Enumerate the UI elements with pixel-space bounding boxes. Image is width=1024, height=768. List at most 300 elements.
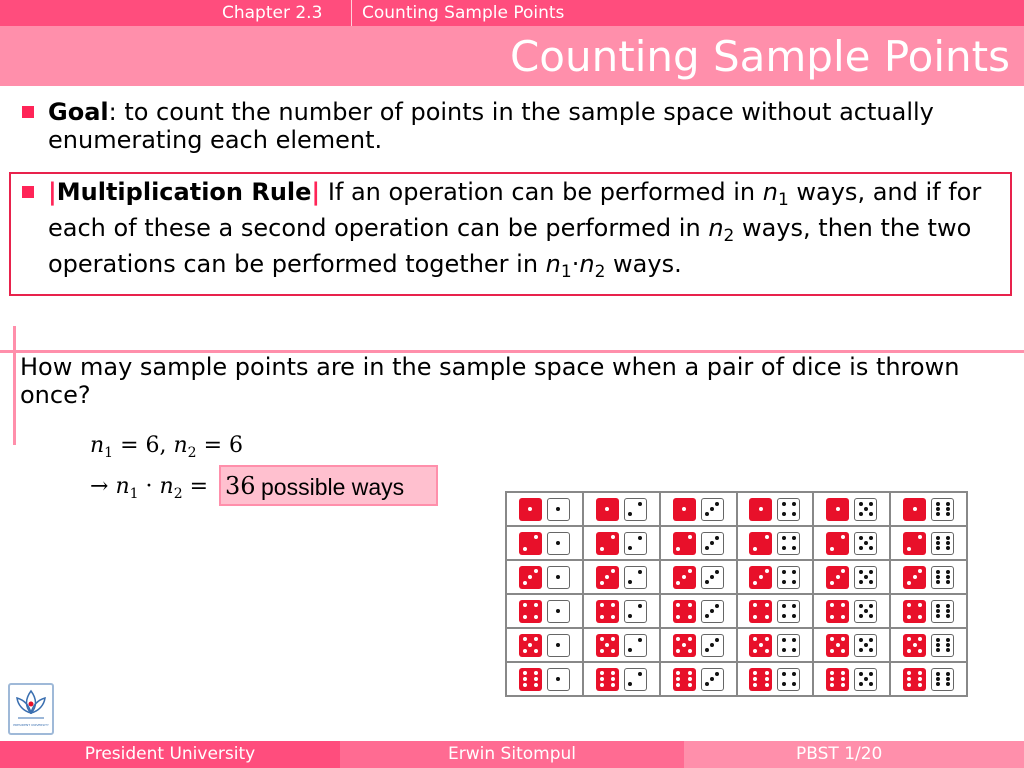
white-die-icon [854, 600, 877, 623]
die-pip [859, 536, 863, 540]
math-text: = 6, [113, 433, 174, 458]
die-pip [946, 604, 950, 608]
die-pip [638, 672, 642, 676]
die-pip [705, 682, 709, 686]
die-pip [710, 677, 714, 681]
die-pip [534, 615, 538, 619]
die-pip [792, 580, 796, 584]
red-die-icon [903, 600, 926, 623]
die-pip [715, 638, 719, 642]
goal-paragraph [48, 98, 1008, 154]
die-pip [946, 672, 950, 676]
die-pip [753, 603, 757, 607]
die-pip [611, 671, 615, 675]
die-pip [859, 672, 863, 676]
bullet-square-icon [22, 106, 34, 118]
die-pip [864, 541, 868, 545]
die-pip [792, 536, 796, 540]
die-pip [936, 580, 940, 584]
dice-outcome-cell [660, 492, 737, 526]
math-sub: 2 [173, 486, 183, 502]
red-die-icon [673, 668, 696, 691]
die-pip [705, 512, 709, 516]
die-pip [534, 677, 538, 681]
answer-box [219, 465, 438, 506]
red-die-icon [519, 634, 542, 657]
rule-text: ways, and if for each of these a second operation can be performed in [48, 178, 982, 242]
die-pip [556, 541, 560, 545]
die-pip [830, 603, 834, 607]
dice-outcome-cell [737, 492, 814, 526]
die-pip [936, 575, 940, 579]
red-die-icon [903, 532, 926, 555]
dice-outcome-cell [583, 594, 660, 628]
dice-outcome-cell [660, 526, 737, 560]
die-pip [907, 671, 911, 675]
die-pip [556, 643, 560, 647]
die-pip [841, 569, 845, 573]
red-die-icon [596, 566, 619, 589]
die-pip [628, 682, 632, 686]
die-pip [676, 581, 680, 585]
die-pip [705, 614, 709, 618]
die-pip [688, 535, 692, 539]
die-pip [523, 677, 527, 681]
die-pip [946, 677, 950, 681]
die-pip [946, 580, 950, 584]
white-die-icon [931, 600, 954, 623]
dice-outcome-cell [813, 594, 890, 628]
die-pip [534, 637, 538, 641]
die-pip [907, 603, 911, 607]
die-pip [907, 581, 911, 585]
die-pip [946, 614, 950, 618]
dice-outcome-cell [890, 662, 967, 696]
red-die-icon [749, 634, 772, 657]
die-pip [946, 643, 950, 647]
white-die-icon [624, 634, 647, 657]
dice-outcome-cell [813, 560, 890, 594]
die-pip [688, 569, 692, 573]
red-die-icon [519, 498, 542, 521]
die-pip [859, 614, 863, 618]
die-pip [534, 569, 538, 573]
red-die-icon [903, 634, 926, 657]
die-pip [753, 649, 757, 653]
die-pip [753, 677, 757, 681]
red-die-icon [903, 668, 926, 691]
die-pip [869, 672, 873, 676]
red-die-icon [519, 668, 542, 691]
die-pip [556, 609, 560, 613]
die-pip [936, 638, 940, 642]
die-pip [600, 677, 604, 681]
die-pip [841, 683, 845, 687]
white-die-icon [854, 532, 877, 555]
die-pip [710, 507, 714, 511]
die-pip [830, 683, 834, 687]
die-pip [936, 672, 940, 676]
white-die-icon [854, 634, 877, 657]
answer-value: 36 [225, 472, 256, 500]
red-die-icon [519, 566, 542, 589]
decor-vertical-line [13, 326, 16, 445]
die-pip [918, 683, 922, 687]
dice-outcome-cell [660, 560, 737, 594]
die-pip [534, 603, 538, 607]
die-pip [759, 507, 763, 511]
die-pip [638, 638, 642, 642]
die-pip [523, 637, 527, 641]
die-pip [611, 615, 615, 619]
white-die-icon [624, 668, 647, 691]
red-die-icon [903, 566, 926, 589]
die-pip [638, 536, 642, 540]
die-pip [638, 502, 642, 506]
die-pip [600, 581, 604, 585]
die-pip [830, 615, 834, 619]
die-pip [869, 502, 873, 506]
white-die-icon [931, 532, 954, 555]
die-pip [556, 507, 560, 511]
die-pip [753, 637, 757, 641]
die-pip [600, 603, 604, 607]
die-pip [556, 575, 560, 579]
white-die-icon [547, 566, 570, 589]
die-pip [765, 535, 769, 539]
die-pip [946, 512, 950, 516]
die-pip [918, 649, 922, 653]
die-pip [936, 502, 940, 506]
die-pip [715, 570, 719, 574]
die-pip [782, 536, 786, 540]
answer-unit: possible ways [261, 474, 405, 500]
die-pip [765, 615, 769, 619]
die-pip [869, 638, 873, 642]
footer-author: Erwin Sitompul [340, 741, 684, 768]
die-pip [836, 643, 840, 647]
white-die-icon [701, 566, 724, 589]
die-pip [753, 615, 757, 619]
die-pip [841, 677, 845, 681]
die-pip [682, 507, 686, 511]
die-pip [869, 648, 873, 652]
rule-paragraph [48, 178, 998, 286]
die-pip [907, 637, 911, 641]
die-pip [710, 575, 714, 579]
die-pip [907, 615, 911, 619]
die-pip [792, 604, 796, 608]
die-pip [534, 535, 538, 539]
die-pip [946, 648, 950, 652]
die-pip [710, 541, 714, 545]
rule-label: Multiplication Rule [56, 178, 312, 206]
footer-institution: President University [0, 741, 340, 768]
die-pip [523, 671, 527, 675]
dice-outcome-cell [737, 662, 814, 696]
die-pip [759, 575, 763, 579]
dice-outcome-cell [583, 492, 660, 526]
rule-var: n [762, 178, 778, 206]
rule-sub: 1 [560, 262, 572, 282]
math-var: n [173, 433, 188, 458]
die-pip [913, 575, 917, 579]
die-pip [841, 671, 845, 675]
question-text: How may sample points are in the sample space when a pair of dice is thrown once? [20, 353, 960, 409]
white-die-icon [547, 532, 570, 555]
die-pip [836, 507, 840, 511]
die-pip [918, 615, 922, 619]
die-pip [688, 649, 692, 653]
die-pip [859, 648, 863, 652]
red-die-icon [596, 634, 619, 657]
die-pip [611, 535, 615, 539]
die-pip [830, 581, 834, 585]
die-pip [600, 615, 604, 619]
dice-outcome-cell [737, 560, 814, 594]
red-die-icon [903, 498, 926, 521]
die-pip [859, 512, 863, 516]
die-pip [628, 580, 632, 584]
header-divider [351, 0, 352, 26]
die-pip [523, 581, 527, 585]
dice-outcome-cell [737, 628, 814, 662]
dice-outcome-cell [890, 526, 967, 560]
die-pip [705, 648, 709, 652]
rule-text: ways. [605, 250, 682, 278]
die-pip [534, 649, 538, 653]
red-die-icon [749, 668, 772, 691]
dice-outcome-cell [506, 628, 583, 662]
die-pip [907, 683, 911, 687]
die-pip [753, 581, 757, 585]
die-pip [869, 546, 873, 550]
die-pip [605, 643, 609, 647]
die-pip [836, 575, 840, 579]
die-pip [676, 603, 680, 607]
red-die-icon [596, 668, 619, 691]
white-die-icon [547, 498, 570, 521]
math-sub: 2 [187, 445, 197, 461]
dice-outcome-cell [890, 628, 967, 662]
die-pip [864, 507, 868, 511]
die-pip [907, 677, 911, 681]
die-pip [600, 637, 604, 641]
dice-outcome-cell [583, 628, 660, 662]
die-pip [688, 671, 692, 675]
die-pip [946, 536, 950, 540]
rule-bar-right: | [311, 178, 321, 206]
die-pip [792, 682, 796, 686]
dice-outcome-cell [737, 526, 814, 560]
die-pip [792, 512, 796, 516]
die-pip [792, 570, 796, 574]
rule-sub: 2 [594, 262, 606, 282]
die-pip [688, 615, 692, 619]
die-pip [936, 536, 940, 540]
dice-outcome-cell [890, 560, 967, 594]
white-die-icon [547, 634, 570, 657]
white-die-icon [854, 566, 877, 589]
die-pip [830, 671, 834, 675]
die-pip [710, 609, 714, 613]
rule-var: n [579, 250, 595, 278]
die-pip [859, 546, 863, 550]
die-pip [936, 609, 940, 613]
red-die-icon [749, 566, 772, 589]
die-pip [753, 683, 757, 687]
red-die-icon [749, 600, 772, 623]
red-die-icon [596, 532, 619, 555]
red-die-icon [673, 498, 696, 521]
die-pip [936, 546, 940, 550]
dice-outcome-cell [506, 526, 583, 560]
die-pip [841, 649, 845, 653]
die-pip [782, 648, 786, 652]
red-die-icon [826, 668, 849, 691]
die-pip [864, 677, 868, 681]
die-pip [936, 614, 940, 618]
math-var: n [90, 433, 105, 458]
die-pip [859, 638, 863, 642]
dice-outcome-cell [813, 526, 890, 560]
die-pip [830, 547, 834, 551]
die-pip [841, 535, 845, 539]
red-die-icon [673, 634, 696, 657]
die-pip [792, 614, 796, 618]
dice-outcome-table [505, 491, 968, 697]
die-pip [869, 570, 873, 574]
die-pip [782, 604, 786, 608]
arrow-icon: → [90, 474, 116, 499]
section-label: Counting Sample Points [362, 3, 565, 23]
white-die-icon [777, 600, 800, 623]
die-pip [936, 604, 940, 608]
die-pip [830, 649, 834, 653]
die-pip [859, 580, 863, 584]
white-die-icon [854, 668, 877, 691]
die-pip [946, 502, 950, 506]
red-die-icon [673, 566, 696, 589]
dice-outcome-cell [506, 492, 583, 526]
die-pip [792, 638, 796, 642]
white-die-icon [777, 634, 800, 657]
white-die-icon [931, 668, 954, 691]
die-pip [523, 683, 527, 687]
die-pip [600, 547, 604, 551]
die-pip [841, 637, 845, 641]
rule-var: n [545, 250, 561, 278]
die-pip [523, 649, 527, 653]
die-pip [600, 683, 604, 687]
rule-var: n [708, 214, 724, 242]
die-pip [859, 604, 863, 608]
red-die-icon [826, 566, 849, 589]
die-pip [946, 609, 950, 613]
die-pip [628, 512, 632, 516]
die-pip [782, 570, 786, 574]
white-die-icon [701, 668, 724, 691]
die-pip [782, 512, 786, 516]
die-pip [605, 507, 609, 511]
die-pip [792, 672, 796, 676]
math-text: · [138, 474, 160, 499]
die-pip [600, 649, 604, 653]
die-pip [676, 637, 680, 641]
die-pip [792, 502, 796, 506]
white-die-icon [931, 498, 954, 521]
die-pip [715, 604, 719, 608]
die-pip [611, 569, 615, 573]
math-text: = 6 [196, 433, 244, 458]
die-pip [556, 677, 560, 681]
dice-outcome-cell [737, 594, 814, 628]
dice-outcome-cell [506, 594, 583, 628]
footer-page [684, 741, 1024, 768]
footer-page-label: PBST 1/20 [796, 744, 883, 764]
die-pip [946, 575, 950, 579]
die-pip [946, 682, 950, 686]
die-pip [918, 671, 922, 675]
rule-bar-left: | [48, 178, 57, 206]
white-die-icon [777, 668, 800, 691]
white-die-icon [777, 566, 800, 589]
die-pip [605, 575, 609, 579]
rule-sub: 2 [723, 226, 735, 246]
die-pip [528, 507, 532, 511]
die-pip [936, 648, 940, 652]
die-pip [830, 677, 834, 681]
goal-text: : to count the number of points in the sample space without actually enumerating each element. [48, 98, 934, 154]
die-pip [859, 502, 863, 506]
white-die-icon [624, 566, 647, 589]
die-pip [792, 546, 796, 550]
die-pip [534, 671, 538, 675]
math-var: n [159, 474, 174, 499]
university-logo [8, 683, 54, 735]
die-pip [782, 672, 786, 676]
die-pip [753, 547, 757, 551]
logo-text: PRESIDENT UNIVERSITY [13, 723, 49, 727]
die-pip [528, 643, 532, 647]
red-die-icon [673, 532, 696, 555]
red-die-icon [596, 600, 619, 623]
dice-outcome-cell [660, 628, 737, 662]
red-die-icon [826, 498, 849, 521]
die-pip [830, 637, 834, 641]
die-pip [869, 536, 873, 540]
white-die-icon [624, 600, 647, 623]
slide-title: Counting Sample Points [509, 32, 1010, 81]
red-die-icon [749, 532, 772, 555]
dice-outcome-cell [890, 492, 967, 526]
die-pip [765, 671, 769, 675]
die-pip [918, 637, 922, 641]
die-pip [782, 580, 786, 584]
die-pip [676, 677, 680, 681]
white-die-icon [931, 634, 954, 657]
die-pip [753, 671, 757, 675]
die-pip [710, 643, 714, 647]
die-pip [676, 649, 680, 653]
die-pip [782, 614, 786, 618]
dice-outcome-cell [813, 628, 890, 662]
goal-label: Goal [48, 98, 109, 126]
die-pip [946, 570, 950, 574]
die-pip [676, 671, 680, 675]
die-pip [523, 615, 527, 619]
die-pip [936, 541, 940, 545]
